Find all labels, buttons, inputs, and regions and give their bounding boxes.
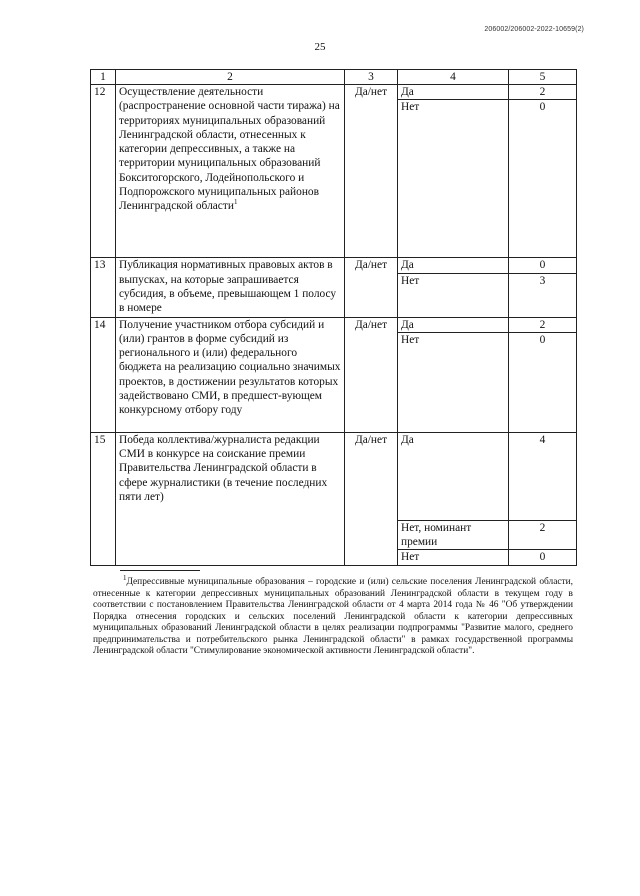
footnote-ref: 1	[233, 198, 238, 207]
table-row	[91, 258, 577, 273]
option-label: Нет	[398, 332, 509, 432]
option-label: Нет	[398, 273, 509, 317]
option-score: 3	[509, 273, 577, 317]
criterion-text	[116, 85, 345, 258]
footnote-divider	[120, 570, 200, 571]
criterion-text: Победа коллектива/журналиста редакции СМИ в конкурсе на соискание премии Правительства Ленинградской области в сфере журналистики (в течение последних пяти лет)	[116, 432, 345, 565]
footnote-text: Депрессивные муниципальные образования – городские и (или) сельские поселения Ленинградской области, отнесенные к категории депрессивных муниципальных образований Ленинградской области в текущем году в соответствии с постановлением Правительства Ленинградской области от 4 марта 2014 года № 46 "Об утверждении Порядка отнесения городских и сельских поселений Ленинградской области к категории депрессивных муниципальных образований Ленинградской области в целях реализации подпрограммы "Развитие малого, среднего предпринимательства и потребительского рынка Ленинградской области" в рамках государственной программы Ленинградской области "Стимулирование экономической активности Ленинградской области".	[93, 577, 573, 656]
criterion-text: Получение участником отбора субсидий и (или) грантов в форме субсидий из регионального и (или) федерального бюджета на реализацию социально значимых проектов, в достижении результатов которых задействовано СМИ, в предшест-вующем конкурсному отбору году	[116, 317, 345, 432]
table-header-row	[91, 70, 577, 85]
footnote	[93, 573, 573, 658]
criterion-text-body: Осуществление деятельности (распространение основной части тиража) на территориях муниципальных образований Ленинградской области, отнесенных к категории депрессивных, а также на территории муниципальных образований Бокситогорского, Лодейнопольского и Подпорожского муниципальных районов Ленинградской области	[119, 86, 340, 213]
answer-type: Да/нет	[345, 85, 398, 258]
answer-type: Да/нет	[345, 317, 398, 432]
column-header: 1	[91, 70, 116, 85]
option-score: 4	[509, 432, 577, 520]
option-label: Нет	[398, 550, 509, 565]
option-label: Нет, номинант премии	[398, 520, 509, 550]
answer-type: Да/нет	[345, 258, 398, 317]
row-number: 12	[91, 85, 116, 258]
table-row	[91, 317, 577, 332]
option-label: Да	[398, 258, 509, 273]
option-label: Да	[398, 317, 509, 332]
option-score: 0	[509, 258, 577, 273]
option-score: 0	[509, 100, 577, 258]
column-header: 5	[509, 70, 577, 85]
row-number: 13	[91, 258, 116, 317]
footnote-marker: 1	[123, 573, 127, 582]
option-label: Да	[398, 432, 509, 520]
page-number: 25	[314, 41, 326, 53]
option-label: Да	[398, 85, 509, 100]
option-score: 2	[509, 520, 577, 550]
criterion-text: Публикация нормативных правовых актов в выпусках, на которые запрашивается субсидия, в объеме, превышающем 1 полосу в номере	[116, 258, 345, 317]
option-score: 0	[509, 550, 577, 565]
table-row	[91, 432, 577, 520]
row-number: 15	[91, 432, 116, 565]
option-score: 2	[509, 85, 577, 100]
column-header: 4	[398, 70, 509, 85]
table-row	[91, 85, 577, 100]
document-id: 206002/206002-2022-10659(2)	[484, 26, 584, 33]
answer-type: Да/нет	[345, 432, 398, 565]
row-number: 14	[91, 317, 116, 432]
column-header: 2	[116, 70, 345, 85]
option-label: Нет	[398, 100, 509, 258]
option-score: 2	[509, 317, 577, 332]
criteria-table	[90, 69, 577, 566]
column-header: 3	[345, 70, 398, 85]
option-score: 0	[509, 332, 577, 432]
